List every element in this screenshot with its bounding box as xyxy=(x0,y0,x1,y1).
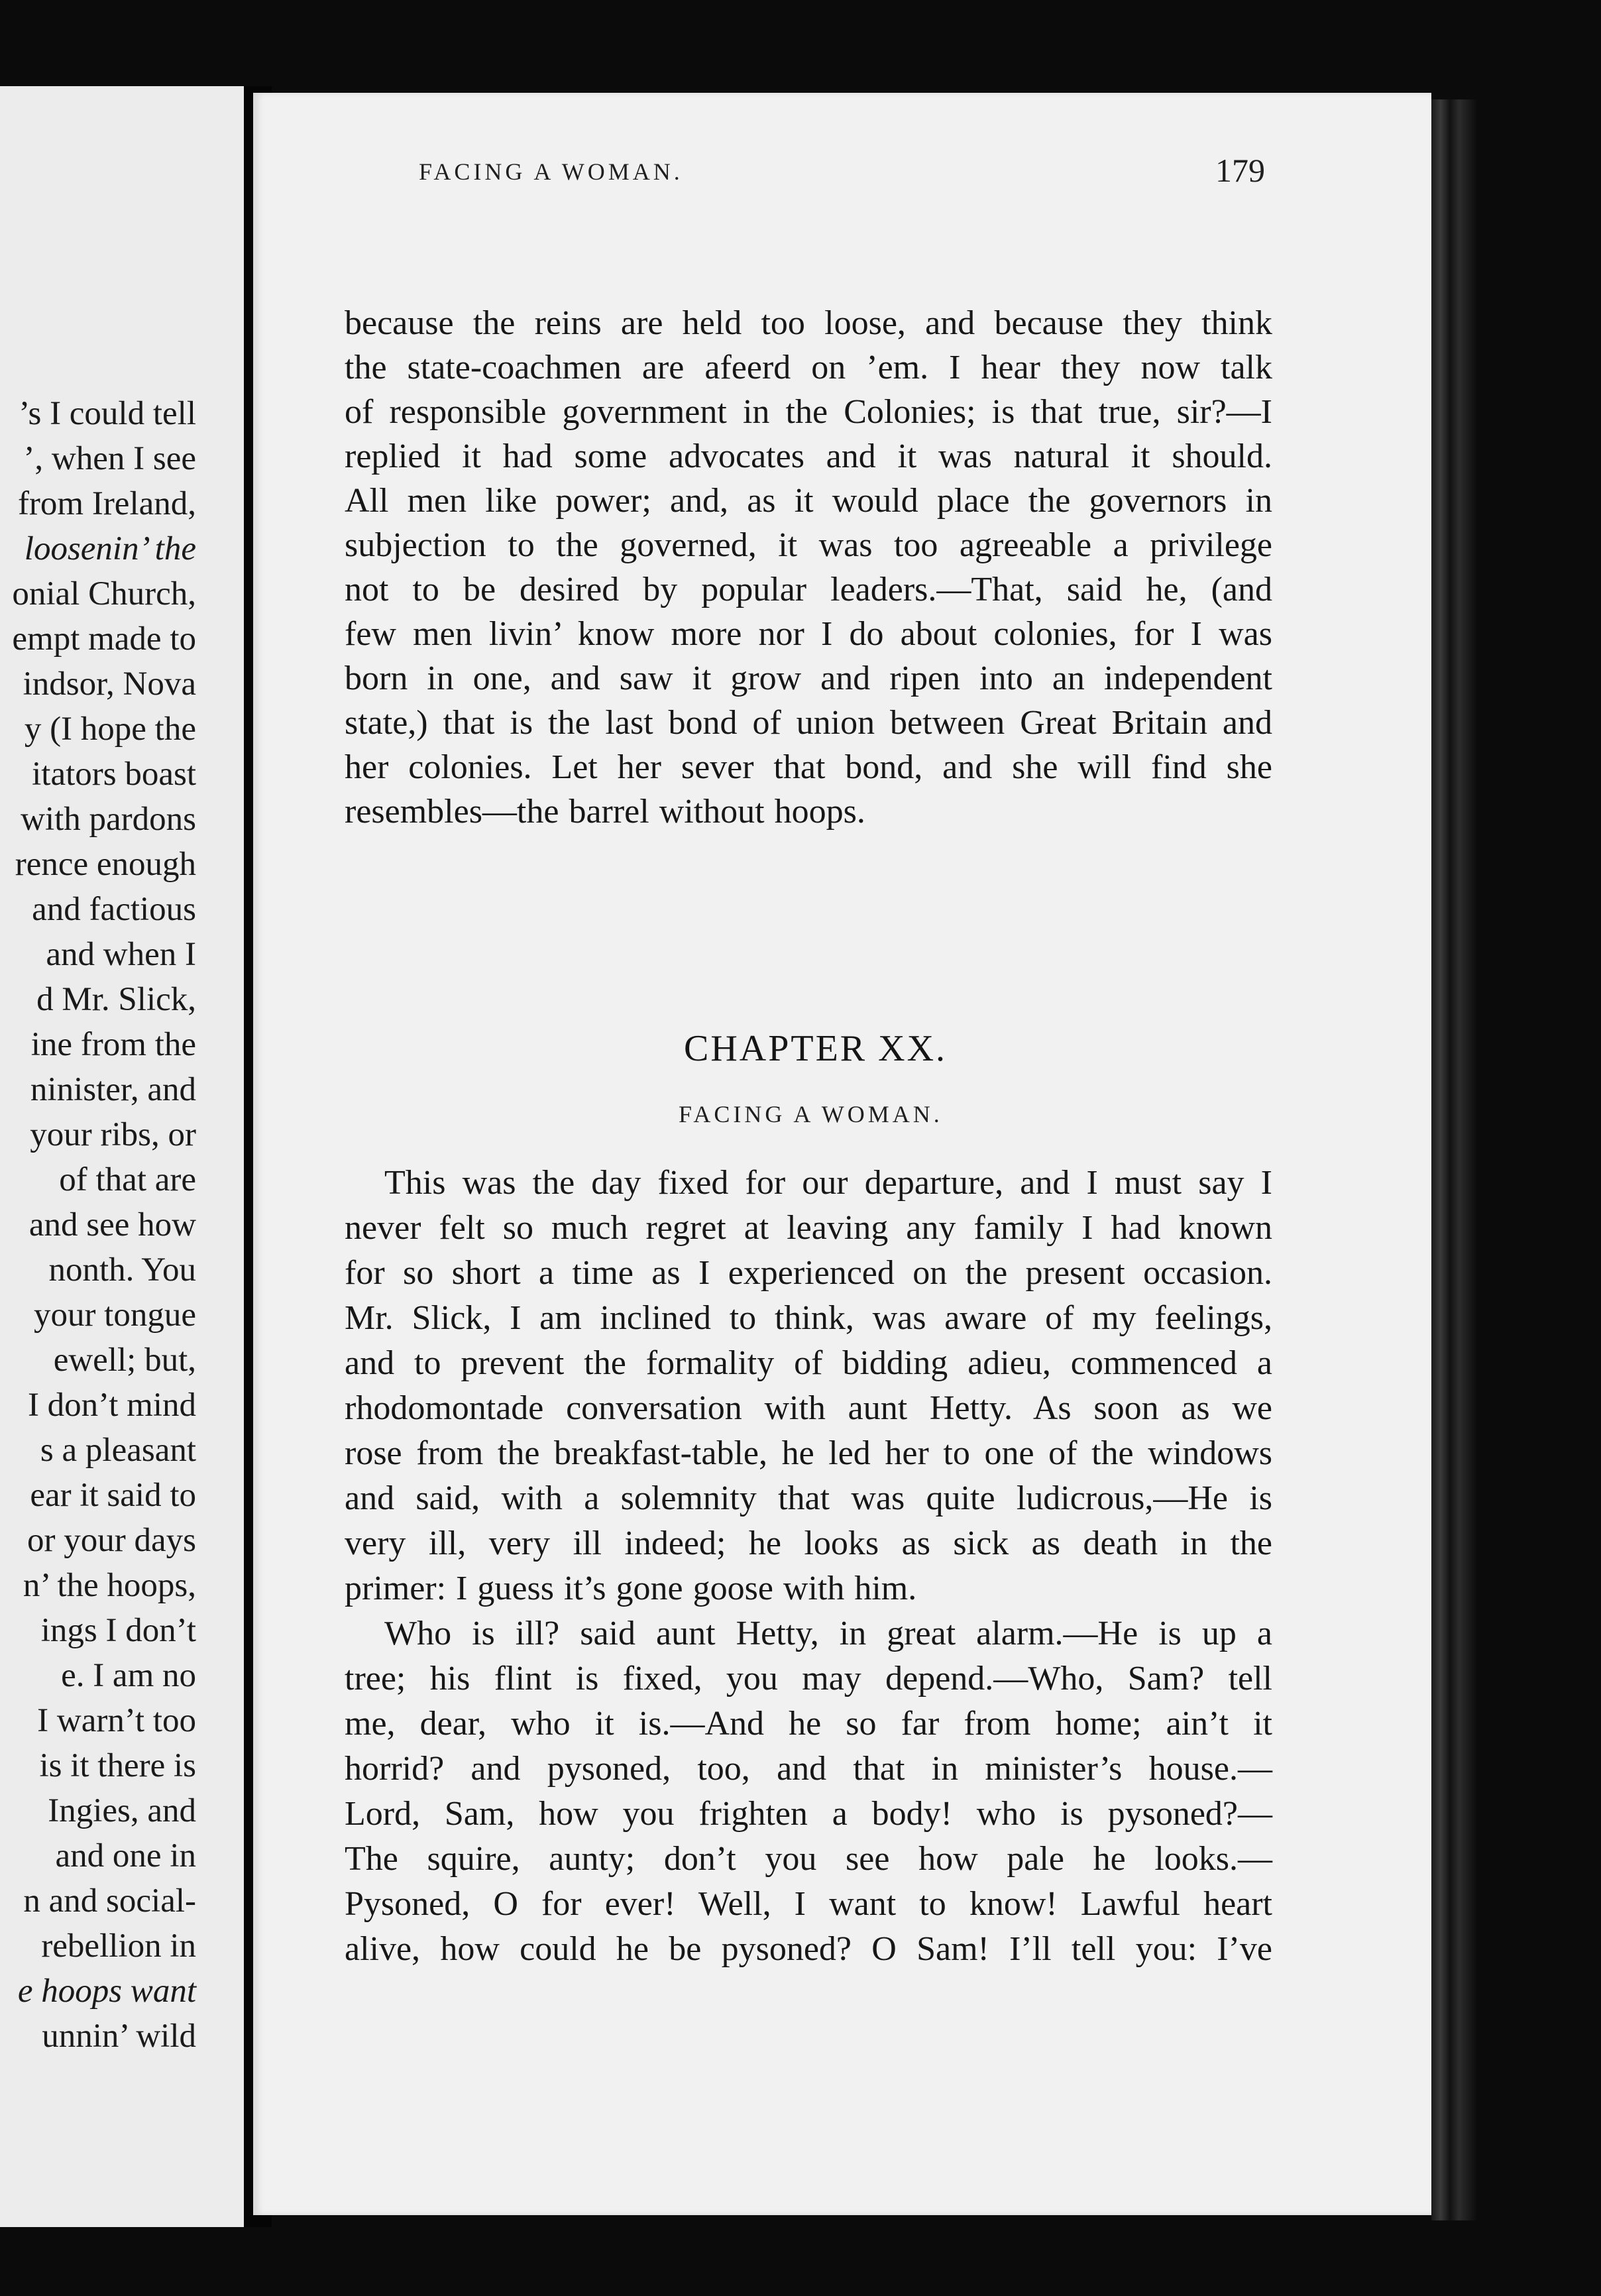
left-line: rebellion in xyxy=(41,1927,196,1965)
left-line: e hoops want xyxy=(17,1973,196,2010)
page-edge xyxy=(1431,99,1478,2220)
text-line: and to prevent the formality of bidding adieu, commenced a xyxy=(345,1344,1272,1382)
text-line: her colonies. Let her sever that bond, and she will find she xyxy=(345,748,1272,786)
running-head: FACING A WOMAN. xyxy=(419,158,683,185)
text-line: not to be desired by popular leaders.—That, said he, (and xyxy=(345,571,1272,608)
left-line: e. I am no xyxy=(61,1657,196,1694)
text-line: never felt so much regret at leaving any family I had known xyxy=(345,1209,1272,1247)
left-line: and one in xyxy=(55,1837,196,1874)
left-line: is it there is xyxy=(39,1747,196,1784)
left-line: I warn’t too xyxy=(37,1702,196,1739)
chapter-subtitle: FACING A WOMAN. xyxy=(679,1101,943,1127)
left-line: of that are xyxy=(59,1161,196,1198)
left-line: d Mr. Slick, xyxy=(36,981,196,1018)
text-line: All men like power; and, as it would place the governors in xyxy=(345,482,1272,520)
text-line: the state-coachmen are afeerd on ’em. I hear they now talk xyxy=(345,349,1272,386)
text-line: resembles—the barrel without hoops. xyxy=(345,793,865,831)
left-line: from Ireland, xyxy=(17,485,196,522)
text-line: The squire, aunty; don’t you see how pale he looks.— xyxy=(345,1840,1272,1878)
text-line: and said, with a solemnity that was quite ludicrous,—He is xyxy=(345,1479,1272,1517)
left-line: s a pleasant xyxy=(40,1432,196,1469)
left-line: ewell; but, xyxy=(53,1342,196,1379)
left-line: Ingies, and xyxy=(48,1792,196,1829)
left-line: indsor, Nova xyxy=(23,665,196,703)
left-line: and see how xyxy=(28,1206,196,1243)
left-line: ninister, and xyxy=(30,1071,196,1108)
left-line: n and social- xyxy=(23,1882,196,1920)
left-line: n’ the hoops, xyxy=(23,1567,196,1604)
left-line: I don’t mind xyxy=(27,1387,196,1424)
left-page xyxy=(0,86,244,2227)
left-line: y (I hope the xyxy=(24,711,196,748)
text-line: horrid? and pysoned, too, and that in minister’s house.— xyxy=(345,1750,1272,1788)
left-line: unnin’ wild xyxy=(42,2018,196,2055)
text-line: very ill, very ill indeed; he looks as sick as death in the xyxy=(345,1524,1272,1562)
left-line: or your days xyxy=(27,1522,196,1559)
left-line: empt made to xyxy=(12,620,196,658)
text-line: born in one, and saw it grow and ripen into an independent xyxy=(345,660,1272,697)
left-line: ings I don’t xyxy=(40,1612,196,1649)
text-line: Lord, Sam, how you frighten a body! who is pysoned?— xyxy=(345,1795,1272,1833)
text-line: Who is ill? said aunt Hetty, in great alarm.—He is up a xyxy=(384,1615,1272,1652)
text-line: of responsible government in the Colonies; is that true, sir?—I xyxy=(345,393,1272,431)
left-line: onial Church, xyxy=(12,575,196,612)
text-line: rhodomontade conversation with aunt Hetty. As soon as we xyxy=(345,1389,1272,1427)
left-line: ear it said to xyxy=(30,1477,196,1514)
text-line: This was the day fixed for our departure, and I must say I xyxy=(384,1164,1272,1202)
left-line: ’, when I see xyxy=(23,440,196,477)
left-line: ine from the xyxy=(30,1026,196,1063)
left-line: nonth. You xyxy=(48,1251,196,1289)
text-line: replied it had some advocates and it was natural it should. xyxy=(345,437,1272,475)
left-line: your ribs, or xyxy=(30,1116,196,1153)
text-line: state,) that is the last bond of union between Great Britain and xyxy=(345,704,1272,742)
left-line: itators boast xyxy=(32,756,196,793)
text-line: tree; his flint is fixed, you may depend.—Who, Sam? tell xyxy=(345,1660,1272,1697)
left-line: and factious xyxy=(32,891,196,928)
text-line: because the reins are held too loose, and because they think xyxy=(345,304,1272,342)
text-line: alive, how could he be pysoned? O Sam! I’ll tell you: I’ve xyxy=(345,1930,1272,1968)
left-line: and when I xyxy=(46,936,196,973)
page-number: 179 xyxy=(1215,152,1265,189)
text-line: for so short a time as I experienced on the present occasion. xyxy=(345,1254,1272,1292)
left-line: with pardons xyxy=(21,801,196,838)
text-line: me, dear, who it is.—And he so far from home; ain’t it xyxy=(345,1705,1272,1743)
left-line: ’s I could tell xyxy=(19,395,196,432)
left-line: loosenin’ the xyxy=(24,530,196,567)
chapter-title: CHAPTER XX. xyxy=(684,1028,948,1069)
text-line: few men livin’ know more nor I do about colonies, for I was xyxy=(345,615,1272,653)
text-line: Mr. Slick, I am inclined to think, was aware of my feelings, xyxy=(345,1299,1272,1337)
left-line: your tongue xyxy=(33,1296,196,1334)
left-line: rence enough xyxy=(15,846,196,883)
text-line: primer: I guess it’s gone goose with him. xyxy=(345,1570,917,1607)
text-line: Pysoned, O for ever! Well, I want to know! Lawful heart xyxy=(345,1885,1272,1923)
text-line: subjection to the governed, it was too agreeable a privilege xyxy=(345,526,1272,564)
text-line: rose from the breakfast-table, he led her to one of the windows xyxy=(345,1434,1272,1472)
